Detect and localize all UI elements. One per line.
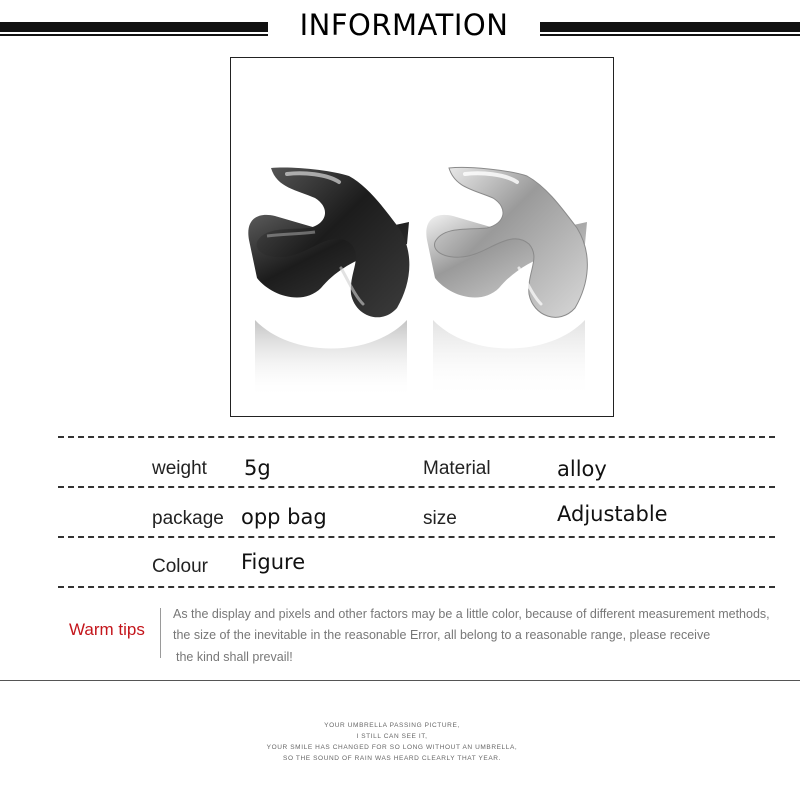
- dashed-divider: [58, 536, 775, 538]
- ring-pair-image: [231, 58, 614, 417]
- spec-value-size: Adjustable: [557, 502, 668, 526]
- spec-value-colour: Figure: [241, 550, 306, 574]
- section-divider: [0, 680, 800, 681]
- footer-poem-line: YOUR SMILE HAS CHANGED FOR SO LONG WITHOUT AN UMBRELLA,: [266, 744, 518, 751]
- header-bar-left: [0, 22, 268, 32]
- product-image-frame: [230, 57, 614, 417]
- warm-tips-line: As the display and pixels and other factors may be a little color, because of different measurement methods,: [173, 607, 770, 621]
- spec-value-weight: 5g: [244, 456, 271, 480]
- spec-value-package: opp bag: [241, 505, 327, 529]
- spec-label-size: size: [423, 508, 457, 529]
- spec-label-package: package: [152, 508, 224, 529]
- black-ring: [248, 167, 409, 317]
- page-title: INFORMATION: [299, 8, 509, 42]
- spec-value-material: alloy: [557, 457, 607, 481]
- footer-poem-line: I STILL CAN SEE IT,: [356, 733, 428, 740]
- warm-tips-label: Warm tips: [69, 620, 145, 639]
- black-ring-reflection: [255, 320, 407, 398]
- dashed-divider: [58, 486, 775, 488]
- spec-label-colour: Colour: [152, 556, 208, 577]
- dashed-divider: [58, 586, 775, 588]
- footer-poem-line: YOUR UMBRELLA PASSING PICTURE,: [324, 722, 460, 729]
- dashed-divider: [58, 436, 775, 438]
- warm-tips-line: the size of the inevitable in the reasonable Error, all belong to a reasonable range, please receive: [173, 628, 711, 642]
- header-bar-right: [540, 22, 800, 32]
- spec-label-material: Material: [423, 458, 491, 479]
- silver-ring-reflection: [433, 320, 585, 398]
- warm-tips-separator: [160, 608, 161, 658]
- footer-poem-line: SO THE SOUND OF RAIN WAS HEARD CLEARLY THAT YEAR.: [283, 755, 501, 762]
- silver-ring: [426, 167, 587, 317]
- spec-label-weight: weight: [152, 458, 207, 479]
- warm-tips-line: the kind shall prevail!: [176, 650, 293, 664]
